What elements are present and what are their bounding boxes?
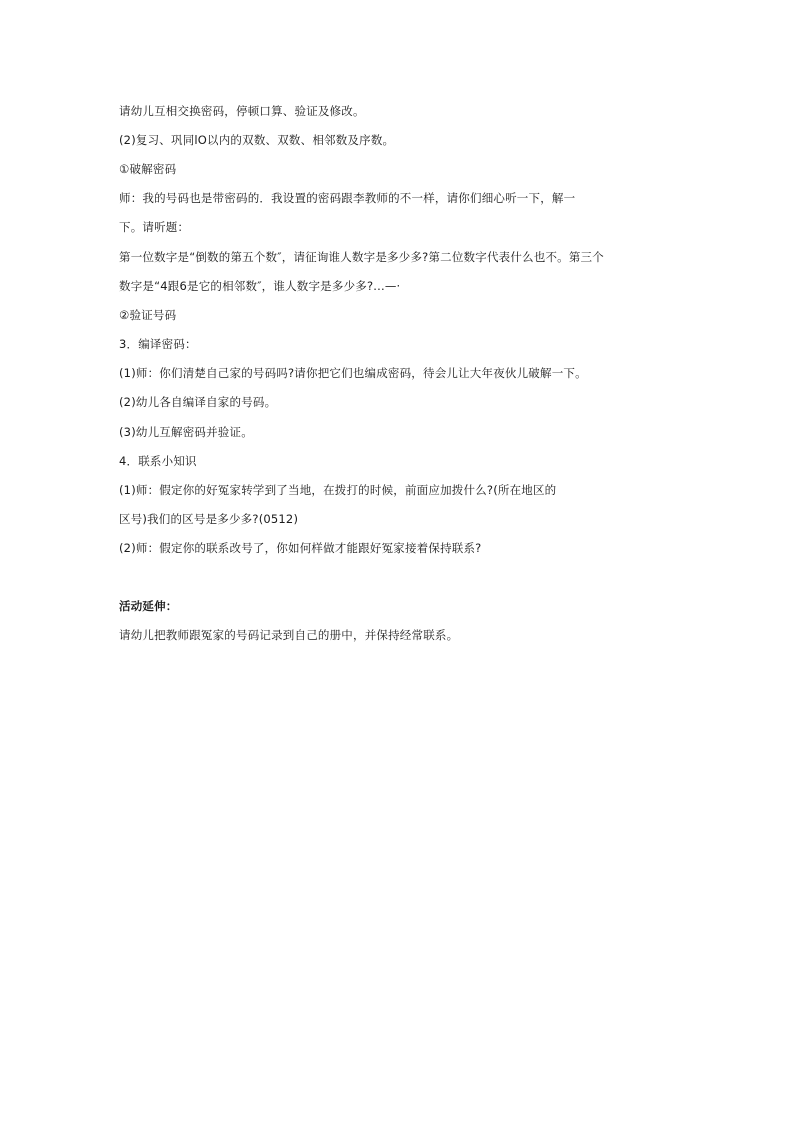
text-line: (3)幼儿互解密码并验证。 — [119, 425, 253, 439]
text-line: (2)幼儿各自编译自家的号码。 — [119, 395, 277, 409]
extension-heading: 活动延伸： — [119, 599, 178, 613]
text-line: 4．联系小知识 — [119, 454, 197, 468]
extension-text: 请幼儿把教师跟冤家的号码记录到自己的册中，并保持经常联系。 — [119, 628, 459, 642]
text-line: 下。请听题： — [119, 220, 190, 234]
text-line: ②验证号码 — [119, 308, 177, 322]
text-line: (1)师：假定你的好冤家转学到了当地，在拨打的时候，前面应加拨什么?(所在地区的 — [119, 483, 557, 497]
text-line: 3．编译密码： — [119, 337, 197, 351]
text-line: 第一位数字是“倒数的第五个数″，请征询谁人数字是多少多?第二位数字代表什么也不。第三个 — [119, 250, 604, 264]
text-line: 师：我的号码也是带密码的．我设置的密码跟李教师的不一样，请你们细心听一下，解一 — [119, 191, 576, 205]
text-line: (1)师：你们清楚自己家的号码吗?请你把它们也编成密码，待会儿让大年夜伙儿破解一下。 — [119, 366, 587, 380]
text-line: (2)复习、巩同lO以内的双数、双数、相邻数及序数。 — [119, 133, 395, 147]
text-line: ①破解密码 — [119, 162, 177, 176]
text-line: 数字是“4跟6是它的相邻数″，谁人数字是多少多?...—· — [119, 279, 401, 293]
text-line: (2)师：假定你的联系改号了，你如何样做才能跟好冤家接着保持联系? — [119, 541, 482, 555]
text-line: 请幼儿互相交换密码，停顿口算、验证及修改。 — [119, 104, 365, 118]
text-line: 区号)我们的区号是多少多?(0512) — [119, 512, 299, 526]
